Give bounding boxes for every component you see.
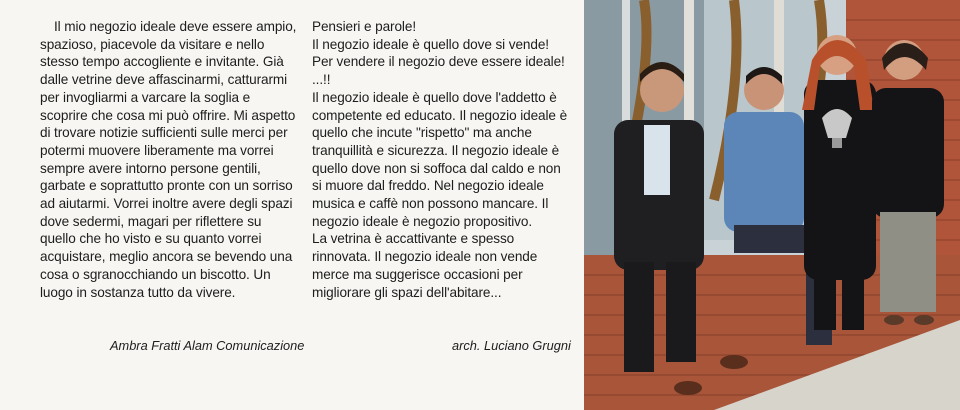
mid-line-2: Il negozio ideale è quello dove si vende! — [312, 36, 549, 52]
left-signature: Ambra Fratti Alam Comunicazione — [110, 338, 305, 353]
mid-paragraph-1: Il negozio ideale è quello dove l'addetto è competente ed educato. Il negozio ideale è quello che incute "rispetto" ma anche tranquillità e sicurezza. Il negozio ideale è quello dove non si soffoca dal caldo e non si muore dal freddo. Nel negozio ideale musica e caffè non possono mancare. Il negozio ideale è negozio propositivo. — [312, 89, 568, 229]
mid-paragraph-2: La vetrina è accattivante e spesso rinnovata. Il negozio ideale non vende merce ma suggerisce occasioni per migliorare gli spazi dell'abitare... — [312, 231, 538, 300]
group-photo-icon — [584, 0, 960, 410]
left-paragraph: Il mio negozio ideale deve essere ampio, spazioso, piacevole da visitare e nello stesso tempo accogliente e invitante. Già dalle vetrine deve affascinarmi, catturarmi per invogliarmi a varcare la soglia e scoprire che cosa mi può offrire. Mi aspetto di trovare notizie sufficienti sulle merci per potermi muovere liberamente ma vorrei sempre avere intorno persone gentili, garbate e soprattutto pronte con un sorriso ad aiutarmi. Vorrei inoltre avere degli spazi dove sedermi, magari per riflettere su quello che ho visto e su quanto vorrei acquistare, meglio ancora se bevendo una cosa o sgranocchiando un biscotto. Un luogo in sostanza tutto da vivere. — [40, 19, 297, 300]
mid-line-1: Pensieri e parole! — [312, 19, 416, 34]
middle-signature: arch. Luciano Grugni — [452, 338, 571, 353]
group-photo-illustration — [584, 0, 960, 410]
mid-line-3: Per vendere il negozio deve essere ideale! ...!! — [312, 54, 565, 88]
left-text-column — [40, 18, 298, 301]
middle-text-column — [312, 18, 570, 301]
